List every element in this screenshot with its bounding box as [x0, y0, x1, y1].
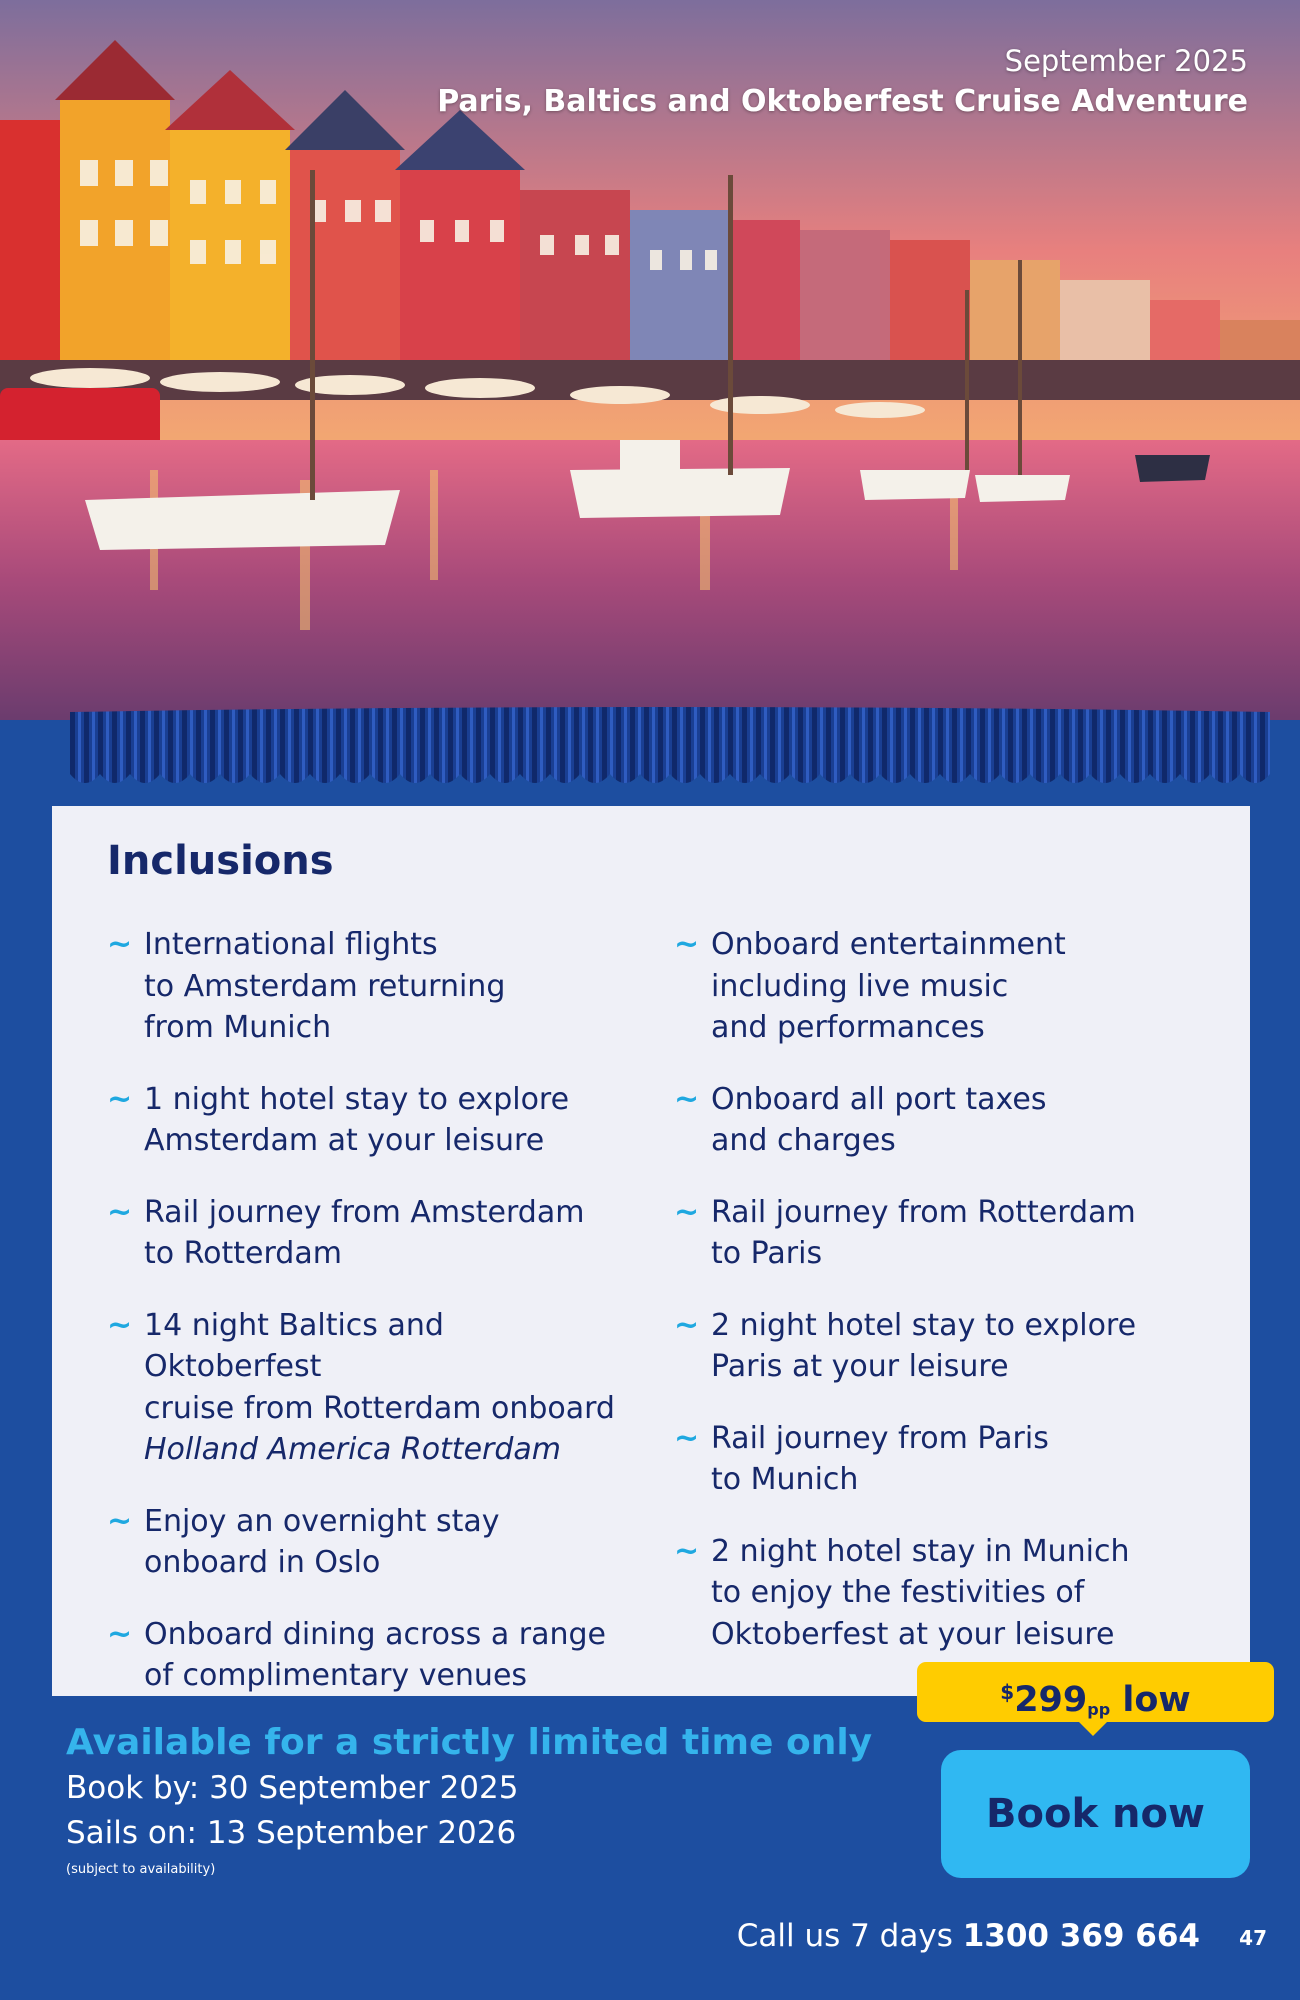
- inclusion-line: Rail journey from Paris: [711, 1420, 1049, 1456]
- tilde-bullet-icon: ~: [674, 1307, 700, 1343]
- inclusion-line: Enjoy an overnight stay: [144, 1503, 500, 1539]
- hero-caption: [437, 40, 1248, 122]
- inclusion-line: to Amsterdam returning: [144, 968, 506, 1004]
- deposit-unit: pp: [1087, 1700, 1111, 1719]
- inclusion-line: to Rotterdam: [144, 1236, 342, 1271]
- book-by-date: Book by: 30 September 2025: [66, 1770, 519, 1806]
- inclusion-line: including live music: [711, 968, 1009, 1004]
- hero-image: [0, 0, 1300, 720]
- inclusion-line: and charges: [711, 1123, 896, 1158]
- inclusion-item: [107, 1079, 617, 1162]
- deposit-label: low: [1122, 1680, 1191, 1720]
- ship-name: Holland America Rotterdam: [144, 1432, 562, 1467]
- inclusion-line: 2 night hotel stay to explore: [711, 1307, 1137, 1343]
- inclusion-line: onboard in Oslo: [144, 1545, 381, 1580]
- inclusions-panel: [52, 806, 1250, 1696]
- sails-on-date: Sails on: 13 September 2026: [66, 1815, 517, 1851]
- inclusions-right-column: [674, 924, 1184, 1685]
- inclusion-line: Rail journey from Rotterdam: [711, 1194, 1136, 1230]
- tilde-bullet-icon: ~: [674, 1420, 700, 1456]
- inclusion-item: [107, 1501, 617, 1584]
- red-van: [0, 388, 160, 448]
- hero-title: Paris, Baltics and Oktoberfest Cruise Adventure: [437, 84, 1248, 119]
- inclusion-item: [107, 924, 617, 1049]
- inclusion-line: to Paris: [711, 1236, 823, 1271]
- inclusion-item: [107, 1305, 617, 1471]
- tilde-bullet-icon: ~: [674, 1533, 700, 1569]
- inclusion-line: Onboard dining across a range: [144, 1616, 606, 1652]
- book-now-button[interactable]: Book now: [941, 1750, 1250, 1878]
- deposit-amount: 299: [1014, 1680, 1088, 1720]
- inclusion-line: from Munich: [144, 1010, 332, 1045]
- inclusion-line: Onboard all port taxes: [711, 1081, 1047, 1117]
- tilde-bullet-icon: ~: [107, 1194, 133, 1230]
- inclusion-line: 14 night Baltics and Oktoberfest: [144, 1307, 444, 1384]
- call-us-line: [737, 1918, 1200, 1954]
- tilde-bullet-icon: ~: [107, 1503, 133, 1539]
- call-us-text: Call us 7 days: [736, 1918, 953, 1954]
- hero-date: September 2025: [1004, 44, 1248, 78]
- tilde-bullet-icon: ~: [107, 927, 133, 962]
- availability-note: (subject to availability): [66, 1862, 216, 1877]
- tilde-bullet-icon: ~: [674, 1194, 700, 1230]
- inclusion-line: Paris at your leisure: [711, 1349, 1009, 1384]
- inclusion-line: and performances: [711, 1010, 985, 1045]
- inclusion-item: [674, 1531, 1184, 1656]
- inclusion-item: [674, 1305, 1184, 1388]
- phone-number[interactable]: 1300 369 664: [962, 1918, 1200, 1954]
- inclusion-line: Oktoberfest at your leisure: [711, 1616, 1115, 1652]
- inclusion-line: cruise from Rotterdam onboard: [144, 1390, 615, 1426]
- inclusion-line: to enjoy the festivities of: [711, 1575, 1085, 1610]
- inclusion-line: 1 night hotel stay to explore: [144, 1081, 570, 1117]
- inclusion-item: [674, 924, 1184, 1049]
- inclusion-line: International flights: [144, 927, 438, 962]
- deposit-currency: $: [1000, 1680, 1015, 1704]
- inclusion-item: [674, 1418, 1184, 1501]
- inclusion-line: of complimentary venues: [144, 1658, 528, 1693]
- page-number: 47: [1239, 1926, 1267, 1950]
- deposit-badge: [917, 1662, 1274, 1722]
- tilde-bullet-icon: ~: [107, 1616, 133, 1652]
- tilde-bullet-icon: ~: [674, 927, 700, 962]
- inclusion-item: [107, 1614, 617, 1697]
- tilde-bullet-icon: ~: [107, 1307, 133, 1343]
- inclusion-line: 2 night hotel stay in Munich: [711, 1533, 1130, 1569]
- tilde-bullet-icon: ~: [674, 1081, 700, 1117]
- inclusion-item: [107, 1192, 617, 1275]
- inclusions-heading: Inclusions: [107, 838, 334, 884]
- curtain-decoration: [70, 702, 1270, 802]
- inclusion-line: Rail journey from Amsterdam: [144, 1194, 585, 1230]
- inclusion-item: [674, 1192, 1184, 1275]
- inclusions-left-column: [107, 924, 617, 1727]
- tilde-bullet-icon: ~: [107, 1081, 133, 1117]
- inclusion-item: [674, 1079, 1184, 1162]
- inclusion-line: to Munich: [711, 1462, 859, 1497]
- inclusion-line: Onboard entertainment: [711, 927, 1066, 962]
- offer-headline: Available for a strictly limited time only: [66, 1722, 873, 1763]
- inclusion-line: Amsterdam at your leisure: [144, 1123, 545, 1158]
